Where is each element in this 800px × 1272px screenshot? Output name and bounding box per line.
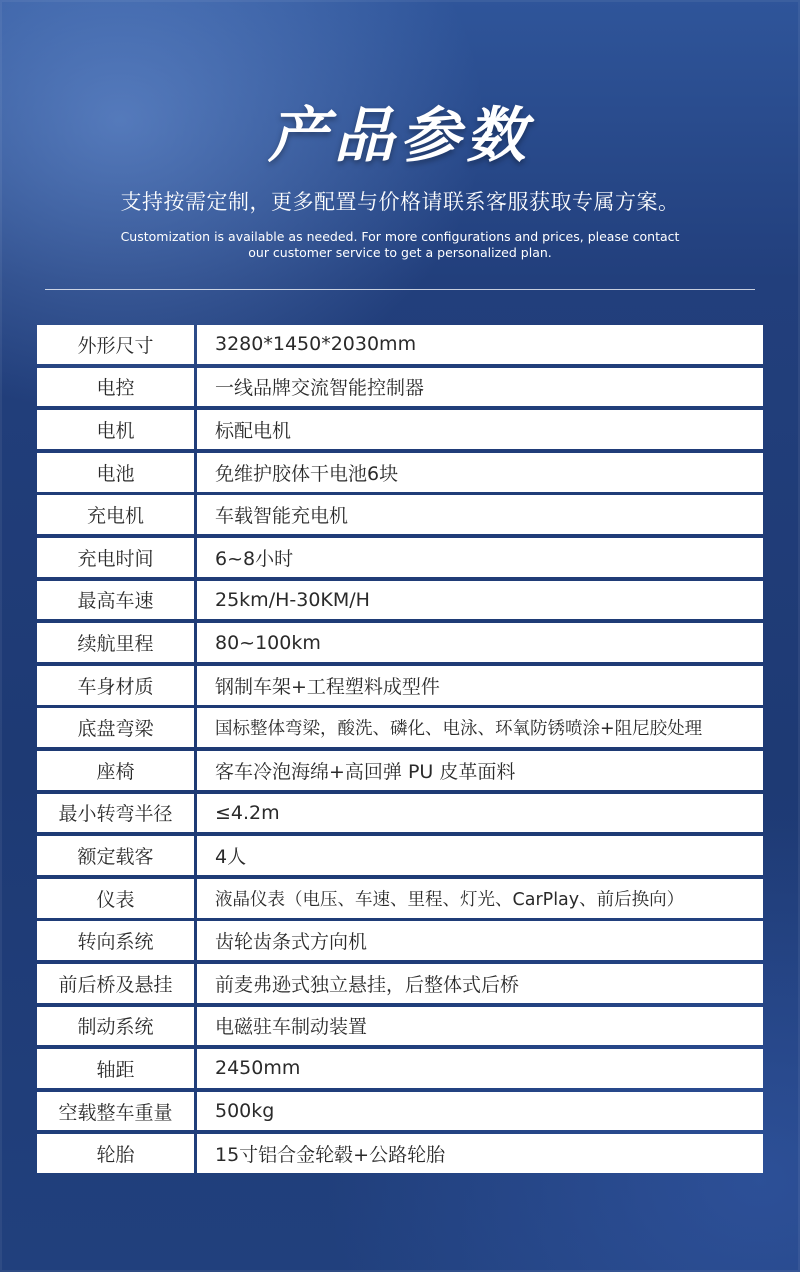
- spec-value: 钢制车架+工程塑料成型件: [197, 666, 763, 705]
- spec-label: 底盘弯梁: [37, 708, 194, 747]
- spec-row: [37, 836, 763, 875]
- spec-row: [37, 538, 763, 577]
- spec-value: 齿轮齿条式方向机: [197, 921, 763, 960]
- spec-row: [37, 794, 763, 833]
- spec-label: 座椅: [37, 751, 194, 790]
- spec-label: 电控: [37, 368, 194, 407]
- header-divider: [45, 289, 755, 290]
- spec-value: 3280*1450*2030mm: [197, 325, 763, 364]
- spec-label: 轮胎: [37, 1134, 194, 1173]
- spec-value: 500kg: [197, 1092, 763, 1131]
- spec-row: [37, 708, 763, 747]
- spec-row: [37, 1007, 763, 1046]
- spec-value: 2450mm: [197, 1049, 763, 1088]
- spec-value: 6~8小时: [197, 538, 763, 577]
- spec-row: [37, 495, 763, 534]
- spec-label: 充电机: [37, 495, 194, 534]
- spec-row: [37, 879, 763, 918]
- spec-row: [37, 623, 763, 662]
- spec-value: 国标整体弯梁，酸洗、磷化、电泳、环氧防锈喷涂+阻尼胶处理: [197, 708, 763, 747]
- spec-value: 4人: [197, 836, 763, 875]
- spec-label: 前后桥及悬挂: [37, 964, 194, 1003]
- spec-row: [37, 368, 763, 407]
- spec-value: 25km/H-30KM/H: [197, 581, 763, 620]
- spec-row: [37, 1134, 763, 1173]
- spec-label: 轴距: [37, 1049, 194, 1088]
- spec-label: 空载整车重量: [37, 1092, 194, 1131]
- subtitle-chinese: 支持按需定制，更多配置与价格请联系客服获取专属方案。: [120, 190, 680, 214]
- spec-row: [37, 751, 763, 790]
- spec-table: [37, 325, 763, 1177]
- spec-row: [37, 410, 763, 449]
- spec-value: 免维护胶体干电池6块: [197, 453, 763, 492]
- spec-label: 额定载客: [37, 836, 194, 875]
- spec-label: 续航里程: [37, 623, 194, 662]
- spec-row: [37, 453, 763, 492]
- spec-row: [37, 666, 763, 705]
- page-title: 产品参数: [268, 101, 532, 171]
- spec-label: 电机: [37, 410, 194, 449]
- spec-label: 转向系统: [37, 921, 194, 960]
- spec-value: 一线品牌交流智能控制器: [197, 368, 763, 407]
- spec-row: [37, 1092, 763, 1131]
- spec-value: 15寸铝合金轮毂+公路轮胎: [197, 1134, 763, 1173]
- spec-label: 车身材质: [37, 666, 194, 705]
- spec-label: 制动系统: [37, 1007, 194, 1046]
- spec-value: 电磁驻车制动装置: [197, 1007, 763, 1046]
- spec-value: 80~100km: [197, 623, 763, 662]
- subtitle-english: Customization is available as needed. For more configurations and prices, please contact our customer service to get a personalized plan.: [120, 229, 680, 260]
- spec-row: [37, 921, 763, 960]
- spec-value: 液晶仪表（电压、车速、里程、灯光、CarPlay、前后换向）: [197, 879, 763, 918]
- spec-value: 标配电机: [197, 410, 763, 449]
- spec-value: ≤4.2m: [197, 794, 763, 833]
- spec-value: 客车冷泡海绵+高回弹 PU 皮革面料: [197, 751, 763, 790]
- spec-label: 充电时间: [37, 538, 194, 577]
- spec-label: 仪表: [37, 879, 194, 918]
- spec-label: 最高车速: [37, 581, 194, 620]
- spec-row: [37, 964, 763, 1003]
- spec-row: [37, 1049, 763, 1088]
- spec-row: [37, 325, 763, 364]
- spec-label: 外形尺寸: [37, 325, 194, 364]
- spec-label: 最小转弯半径: [37, 794, 194, 833]
- spec-label: 电池: [37, 453, 194, 492]
- spec-row: [37, 581, 763, 620]
- spec-value: 前麦弗逊式独立悬挂，后整体式后桥: [197, 964, 763, 1003]
- spec-value: 车载智能充电机: [197, 495, 763, 534]
